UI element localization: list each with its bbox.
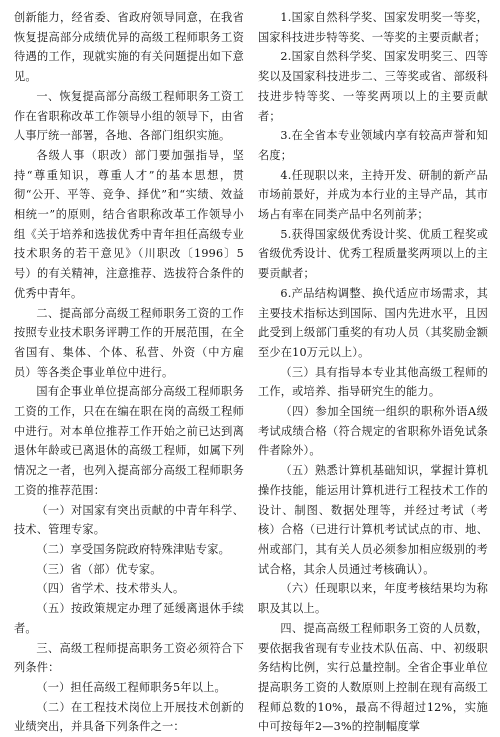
right-column [258,8,488,737]
right-paragraph-9: （五）熟悉计算机基础知识，掌握计算机操作技能，能运用计算机进行工程技术工作的设计、制图、数据处理等，并经过考试（考核）合格（已进行计算机考试试点的市、地、州或部门，其有关人员必须参加相应级别的考试合格，其余人员通过考核确认）。 [258,464,488,576]
left-paragraph-8: （三）省（部）优专家。 [36,562,162,576]
left-paragraph-4: 二、提高部分高级工程师职务工资的工作按照专业技术职务评聘工作的开展范围，在全省国有、集体、个体、私营、外资（中方雇员）等各类企事业单位中进行。 [14,306,244,379]
left-paragraph-2: 一、恢复提高部分高级工程师职务工资工作在省职称改革工作领导小组的领导下，由省人事厅统一部署，各地、各部门组织实施。 [14,89,244,143]
left-paragraph-5: 国有企事业单位提高部分高级工程师职务工资的工作，只在在编在职在岗的高级工程师中进行。对本单位推荐工作开始之前已达到离退休年龄或已离退休的高级工程师，如属下列情况之一者，也列入提高部分高级工程师职务工资的推荐范围： [14,385,244,497]
right-paragraph-1: 1.国家自然科学奖、国家发明奖一等奖，国家科技进步特等奖、一等奖的主要贡献者； [258,11,488,44]
left-paragraph-6: （一）对国家有突出贡献的中青年科学、技术、管理专家。 [14,503,244,537]
right-paragraph-5: 5.获得国家级优秀设计奖、优质工程奖或省级优秀设计、优秀工程质量奖两项以上的主要贡献者； [258,227,488,281]
left-column [14,8,244,737]
left-paragraph-11: 三、高级工程师提高职务工资必须符合下列条件： [14,641,244,675]
left-paragraph-9: （四）省学术、技术带头人。 [36,582,185,596]
right-paragraph-7: （三）具有指导本专业其他高级工程师的工作，或培养、指导研究生的能力。 [258,365,488,399]
left-paragraph-13: （二）在工程技术岗位上开展技术创新的业绩突出，并具备下列条件之一： [14,700,244,734]
right-paragraph-11: 四、提高高级工程师职务工资的人员数，要依据我省现有专业技术队伍高、中、初级职务结构比例，实行总量控制。全省企事业单位提高职务工资的人数原则上控制在现有高级工程师总数的10%，最高不得超过12%，实施中可按每年2—3%的控制幅度掌 [258,621,488,734]
right-paragraph-3: 3.在全省本专业领域内享有较高声誉和知名度； [258,129,488,162]
right-paragraph-8: （四）参加全国统一组织的职称外语A级考试成绩合格（符合规定的省职称外语免试条件者除外）。 [258,405,488,458]
left-paragraph-3: 各级人事（职改）部门要加强指导，坚持“尊重知识，尊重人才”的基本思想，贯彻“公开、平等、竞争、择优”和“实绩、效益相统一”的原则，结合省职称改革工作领导小组《关于培养和选拔优秀中青年担任高级专业技术职务的若干意见》（川职改〔1996〕5号）的有关精神，注意推荐、选拔符合条件的优秀中青年。 [14,148,244,300]
right-paragraph-6: 6.产品结构调整、换代适应市场需求，其主要技术指标达到国际、国内先进水平，且因此受到上级部门重奖的有功人员（其奖励金额至少在10万元以上）。 [258,286,488,359]
right-paragraph-2: 2.国家自然科学奖、国家发明奖三、四等奖以及国家科技进步二、三等奖或省、部级科技进步特等奖、一等奖两项以上的主要贡献者； [258,50,488,123]
right-paragraph-4: 4.任现职以来，主持开发、研制的新产品市场前景好，并成为本行业的主导产品，其市场占有率在同类产品中名列前茅； [258,168,488,222]
left-paragraph-1: 创新能力，经省委、省政府领导同意，在我省恢复提高部分成绩优异的高级工程师职务工资待遇的工作，现就实施的有关问题提出如下意见。 [14,11,244,84]
right-paragraph-10: （六）任现职以来，年度考核结果均为称职及其以上。 [258,582,488,616]
left-paragraph-7: （二）享受国务院政府特殊津贴专家。 [36,542,230,556]
left-paragraph-10: （五）按政策规定办理了延缓离退休手续者。 [14,602,244,635]
left-paragraph-12: （一）担任高级工程师职务5年以上。 [36,680,226,694]
